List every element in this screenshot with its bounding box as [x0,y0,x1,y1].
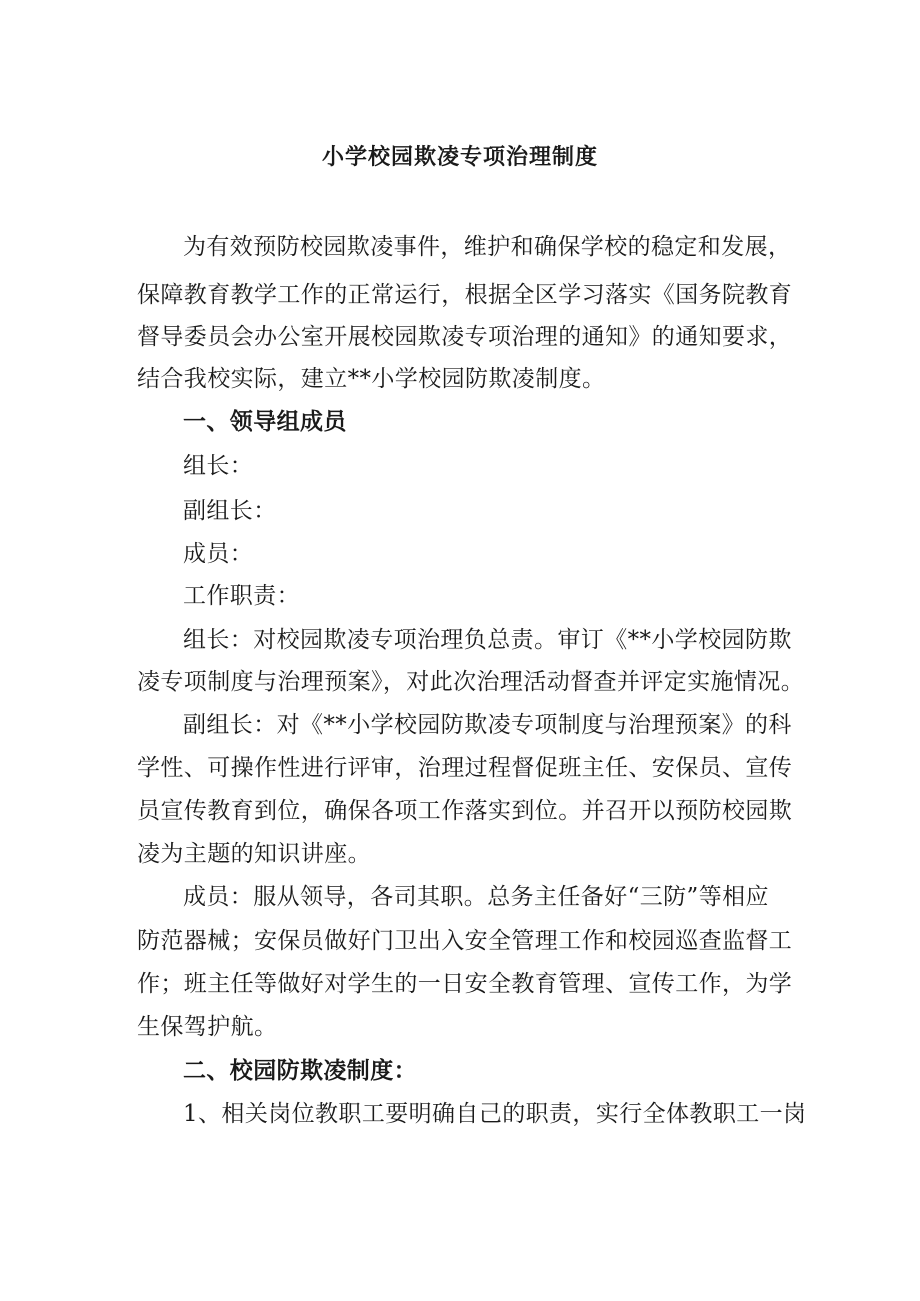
intro-line-2: 保障教育教学工作的正常运行，根据全区学习落实《国务院教育 [137,282,793,308]
deputy-duty-line-2: 学性、可操作性进行评审，治理过程督促班主任、安保员、宣传 [137,755,793,781]
member-duty-line-3: 作；班主任等做好对学生的一日安全教育管理、宣传工作，为学 [137,971,793,997]
intro-line-1: 为有效预防校园欺凌事件，维护和确保学校的稳定和发展， [183,234,792,260]
member-duty-line-1: 成员：服从领导，各司其职。总务主任备好“三防”等相应 [183,884,769,910]
deputy-duty-line-1: 副组长：对《**小学校园防欺凌专项制度与治理预案》的科 [183,712,792,738]
leader-label: 组长： [183,453,254,479]
document-title: 小学校园欺凌专项治理制度 [321,144,598,170]
leader-duty-line-1: 组长：对校园欺凌专项治理负总责。审订《**小学校园防欺 [183,627,792,653]
member-label: 成员： [183,541,254,567]
intro-line-3: 督导委员会办公室开展校园欺凌专项治理的通知》的通知要求， [137,324,793,350]
rule-1-line: 1、相关岗位教职工要明确自己的职责，实行全体教职工一岗 [183,1101,807,1127]
section1-heading: 一、领导组成员 [183,408,347,435]
leader-duty-line-2: 凌专项制度与治理预案》，对此次治理活动督查并评定实施情况。 [137,669,805,695]
duties-label: 工作职责： [183,583,300,609]
deputy-label: 副组长： [183,498,277,524]
section2-heading: 二、校园防欺凌制度： [183,1057,417,1084]
member-duty-line-2: 防范器械；安保员做好门卫出入安全管理工作和校园巡查监督工 [137,928,793,954]
intro-line-4: 结合我校实际，建立**小学校园防欺凌制度。 [137,366,606,392]
deputy-duty-line-4: 凌为主题的知识讲座。 [137,841,371,867]
member-duty-line-4: 生保驾护航。 [137,1014,278,1040]
deputy-duty-line-3: 员宣传教育到位，确保各项工作落实到位。并召开以预防校园欺 [137,798,793,824]
